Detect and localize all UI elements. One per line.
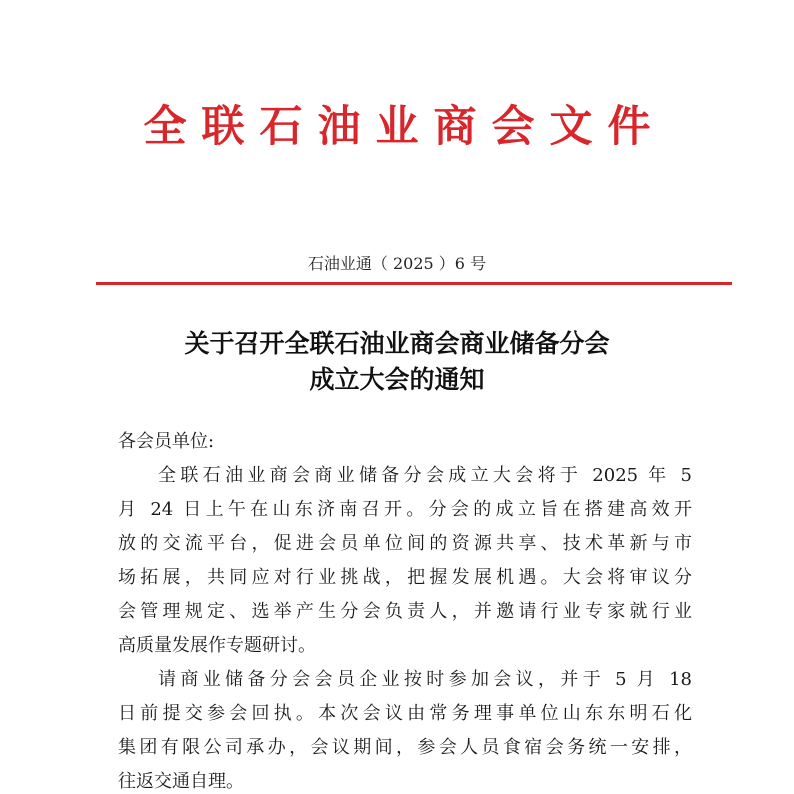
body-line: 集团有限公司承办，会议期间，参会人员食宿会务统一安排， — [118, 737, 692, 758]
document-title-line-2: 成立大会的通知 — [309, 365, 485, 394]
body-line: 场拓展，共同应对行业挑战，把握发展机遇。大会将审议分 — [118, 567, 692, 588]
body-line: 往返交通自理。 — [118, 771, 244, 792]
body-line: 全联石油业商会商业储备分会成立大会将于 2025 年 5 — [158, 465, 692, 486]
document-body — [118, 459, 692, 794]
body-line: 放的交流平台，促进会员单位间的资源共享、技术革新与市 — [118, 533, 692, 554]
document-title-line-1: 关于召开全联石油业商会商业储备分会 — [184, 329, 610, 358]
body-line: 请商业储备分会会员企业按时参加会议，并于 5 月 18 — [158, 669, 692, 690]
document-title — [0, 326, 794, 398]
body-line: 月 24 日上午在山东济南召开。分会的成立旨在搭建高效开 — [118, 499, 692, 520]
body-line: 会管理规定、选举产生分会负责人，并邀请行业专家就行业 — [118, 601, 692, 622]
document-issuer-header: 全联石油业商会文件 — [143, 102, 666, 152]
body-line: 高质量发展作专题研讨。 — [118, 635, 316, 656]
red-divider-line — [96, 282, 732, 285]
salutation: 各会员单位: — [118, 431, 215, 452]
body-line: 日前提交参会回执。本次会议由常务理事单位山东东明石化 — [118, 703, 692, 724]
document-number: 石油业通（ 2025 ）6 号 — [307, 254, 487, 273]
